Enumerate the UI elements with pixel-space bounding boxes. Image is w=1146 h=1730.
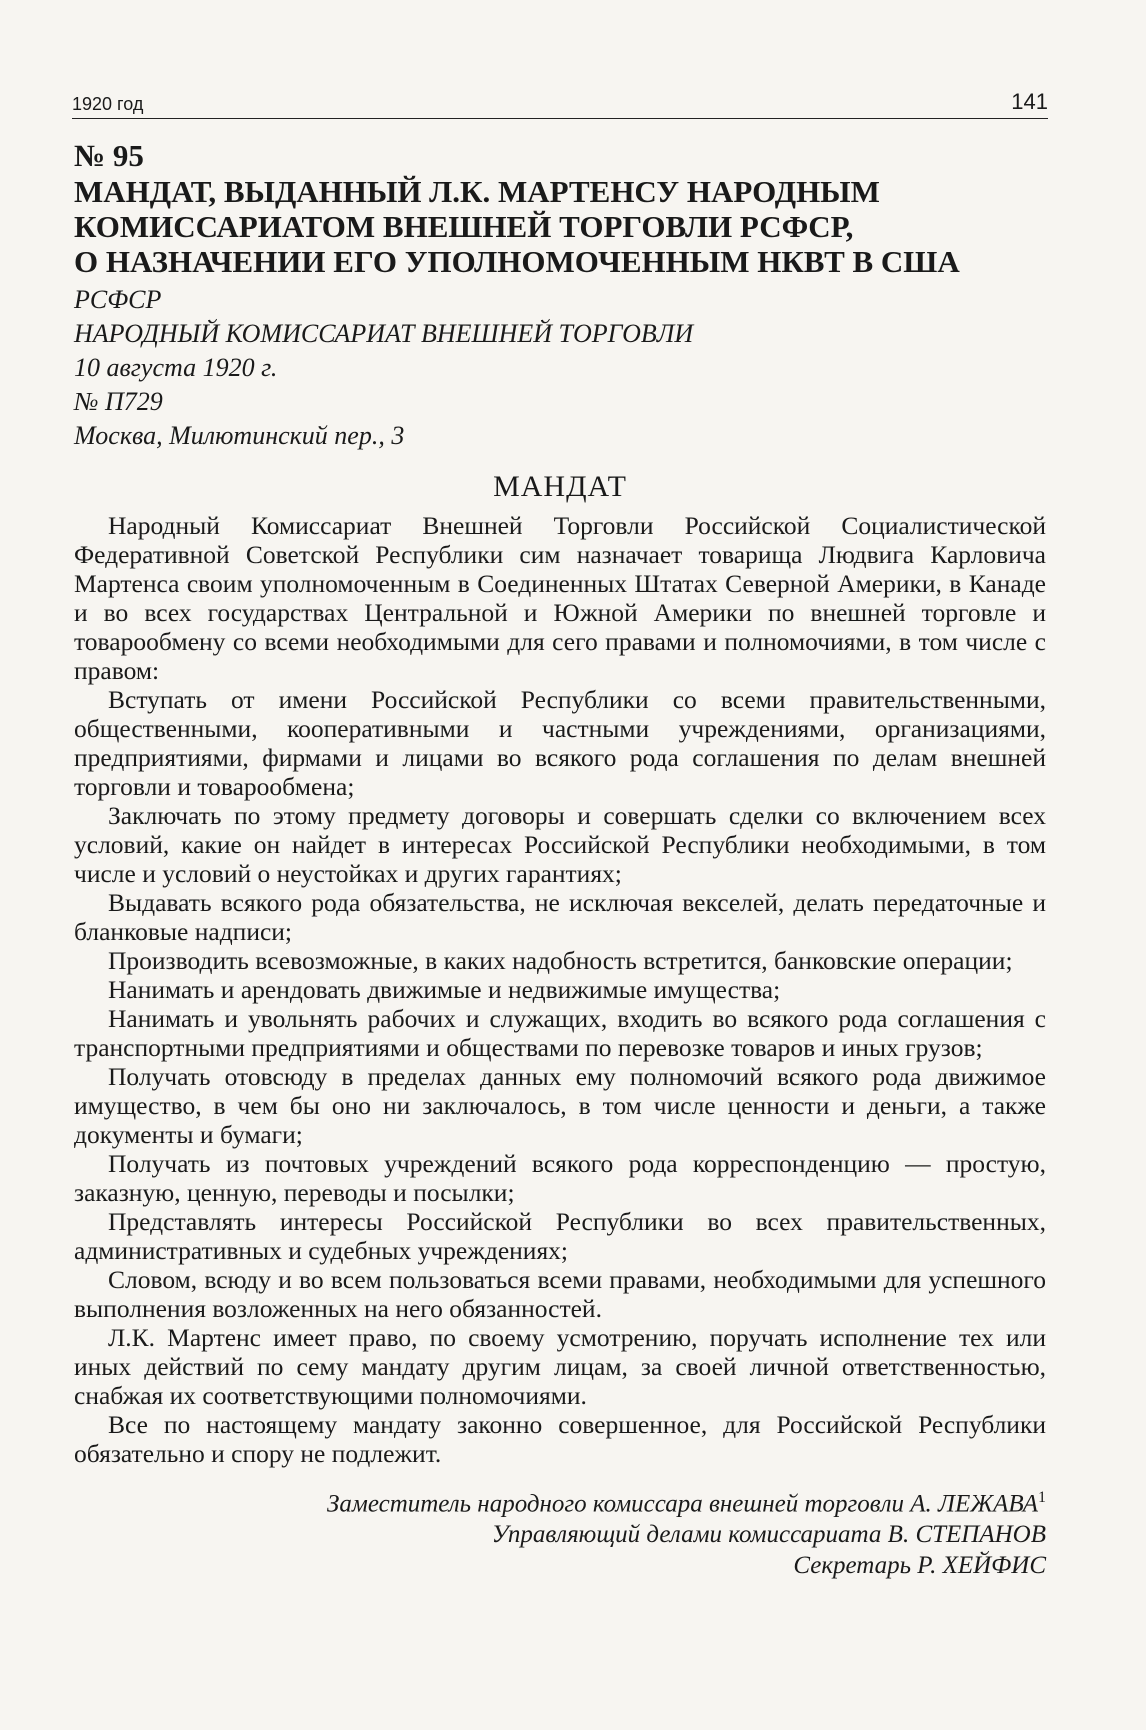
document-date: 10 августа 1920 г. bbox=[74, 353, 278, 382]
signature-deputy-commissar: Заместитель народного комиссара внешней торговли А. ЛЕЖАВА$^1$ bbox=[327, 1489, 1046, 1518]
issuer-state: РСФСР bbox=[74, 285, 162, 314]
paragraph: Заключать по этому предмету договоры и совершать сделки со включением всех условий, какие он найдет в интересах Российской Республики необходимыми, в том числе и условий о неустойках и других гарантиях; bbox=[74, 801, 1046, 888]
paragraph: Нанимать и арендовать движимые и недвижимые имущества; bbox=[108, 975, 781, 1004]
paragraph: Получать из почтовых учреждений всякого рода корреспонденцию — простую, заказную, ценную, переводы и посылки; bbox=[74, 1149, 1046, 1207]
document-body bbox=[74, 138, 1046, 1581]
paragraph: Народный Комиссариат Внешней Торговли Российской Социалистической Федеративной Советской Республики сим назначает товарища Людвига Карловича Мартенса своим уполномоченным в Соединенных Штатах Северной Америки, в Канаде и во всех государствах Центральной и Южной Америки по внешней торговле и товарообмену со всеми необходимыми для сего правами и полномочиями, в том числе с правом: bbox=[74, 511, 1046, 685]
mandate-heading: МАНДАТ bbox=[493, 470, 627, 503]
running-header bbox=[72, 88, 1048, 119]
paragraph: Вступать от имени Российской Республики со всеми правительственными, общественными, кооперативными и частными учреждениями, организациями, предприятиями, фирмами и лицами во всякого рода соглашения по делам внешней торговли и товарообмена; bbox=[74, 685, 1046, 801]
paragraph: Нанимать и увольнять рабочих и служащих, входить во всякого рода соглашения с транспортными предприятиями и обществами по перевозке товаров и иных грузов; bbox=[74, 1004, 1046, 1062]
document-number: № 95 bbox=[74, 138, 144, 173]
page-number: 141 bbox=[1011, 89, 1048, 114]
signature-secretary: Секретарь Р. ХЕЙФИС bbox=[793, 1552, 1046, 1580]
title-line: МАНДАТ, ВЫДАННЫЙ Л.К. МАРТЕНСУ НАРОДНЫМ bbox=[74, 174, 880, 209]
title-line: О НАЗНАЧЕНИИ ЕГО УПОЛНОМОЧЕННЫМ НКВТ В США bbox=[74, 244, 960, 279]
paragraph: Словом, всюду и во всем пользоваться всеми правами, необходимыми для успешного выполнения возложенных на него обязанностей. bbox=[74, 1265, 1046, 1323]
paragraph: Л.К. Мартенс имеет право, по своему усмотрению, поручать исполнение тех или иных действий по сему мандату другим лицам, за своей личной ответственностью, снабжая их соответствующими полномочиями. bbox=[74, 1323, 1046, 1410]
document-meta bbox=[74, 283, 1046, 453]
document-title bbox=[74, 174, 1046, 279]
mandate-text bbox=[74, 511, 1046, 1468]
paragraph: Представлять интересы Российской Республики во всех правительственных, административных и судебных учреждениях; bbox=[74, 1207, 1046, 1265]
paragraph: Получать отовсюду в пределах данных ему полномочий всякого рода движимое имущество, в чем бы оно ни заключалось, в том числе ценности и деньги, а также документы и бумаги; bbox=[74, 1062, 1046, 1149]
signature-business-manager: Управляющий делами комиссариата В. СТЕПАНОВ bbox=[491, 1521, 1046, 1549]
paragraph: Все по настоящему мандату законно совершенное, для Российской Республики обязательно и спору не подлежит. bbox=[74, 1410, 1046, 1468]
address: Москва, Милютинский пер., 3 bbox=[74, 421, 405, 450]
running-title: 1920 год bbox=[72, 94, 144, 114]
paragraph: Выдавать всякого рода обязательства, не исключая векселей, делать передаточные и бланковые надписи; bbox=[74, 888, 1046, 946]
issuer-body: НАРОДНЫЙ КОМИССАРИАТ ВНЕШНЕЙ ТОРГОВЛИ bbox=[74, 319, 694, 348]
footnote-marker: 1 bbox=[1038, 1489, 1046, 1506]
paragraph: Производить всевозможные, в каких надобность встретится, банковские операции; bbox=[108, 946, 1013, 975]
signature-block bbox=[74, 1482, 1046, 1581]
title-line: КОМИССАРИАТОМ ВНЕШНЕЙ ТОРГОВЛИ РСФСР, bbox=[74, 209, 854, 244]
reference-number: № П729 bbox=[74, 387, 163, 416]
